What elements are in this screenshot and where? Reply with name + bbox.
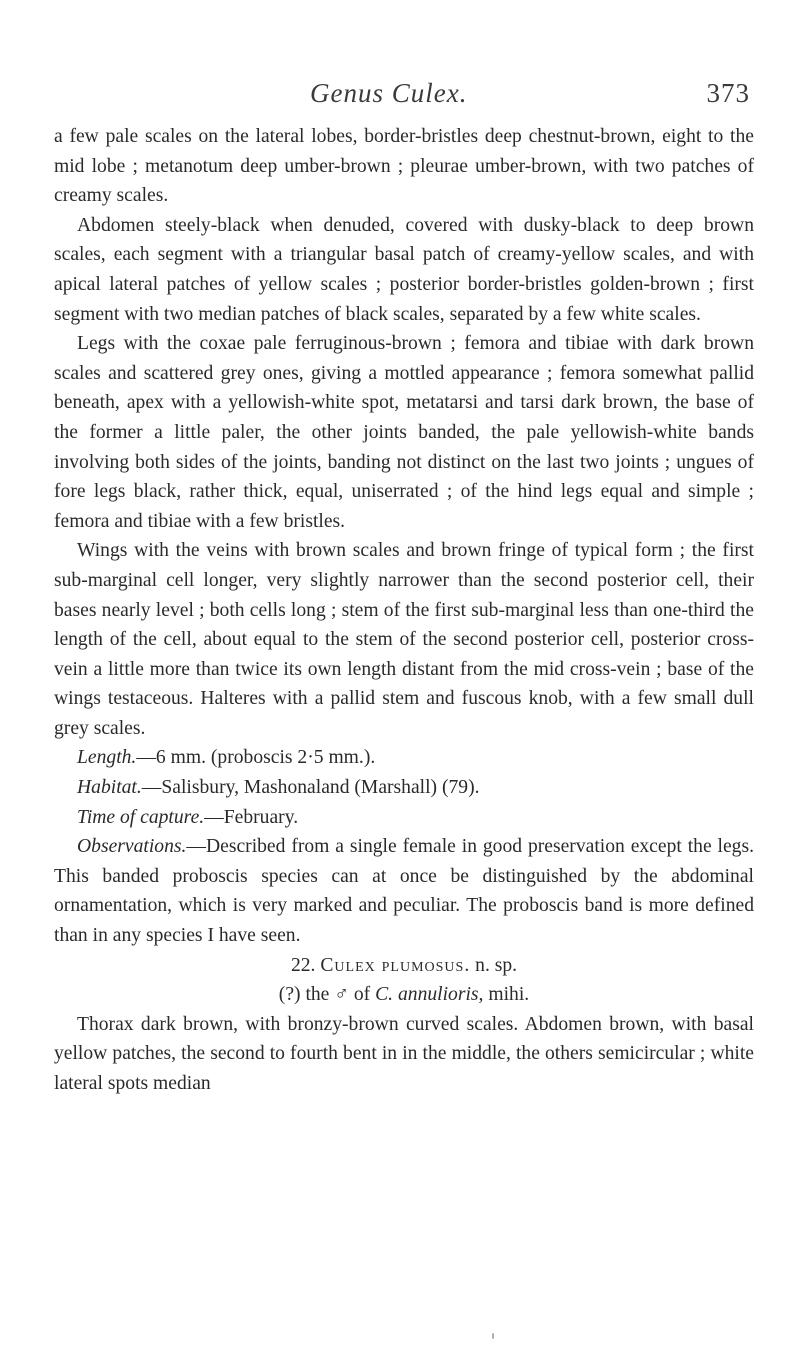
stray-ink-mark [492, 1333, 494, 1339]
observations-text: —Described from a single female in good preservation except the legs. This banded proboscis species can at once be distinguished by the abdominal ornamentation, which is very marked and peculiar. The proboscis band is more defined than in any species I have seen. [54, 836, 754, 947]
page-number: 373 [706, 78, 750, 108]
species-heading [54, 951, 754, 981]
habitat-label: Habitat. [77, 777, 142, 799]
observations-field [54, 832, 754, 950]
time-of-capture-label: Time of capture. [77, 806, 205, 828]
synonym-name: C. annulioris, [375, 984, 484, 1006]
species-status: n. sp. [475, 954, 518, 976]
observations-label: Observations. [77, 836, 187, 858]
time-of-capture-text: —February. [204, 806, 299, 828]
species-number: 22. [290, 954, 316, 976]
synonym-suffix: mihi. [488, 984, 530, 1006]
thorax-continuation-paragraph: a few pale scales on the lateral lobes, border-bristles deep chestnut-brown, eight to the mid lobe ; metanotum deep umber-brown ; pleurae umber-brown, with two patches of creamy scales. [54, 126, 754, 207]
habitat-text: —Salisbury, Mashonaland (Marshall) (79). [141, 777, 480, 799]
synonym-prefix: (?) the ♂ of [278, 984, 371, 1006]
wings-paragraph: Wings with the veins with brown scales and brown fringe of typical form ; the first sub-marginal cell longer, very slightly narrower than the second posterior cell, their bases nearly level ; both cells long ; stem of the first sub-marginal less than one-third the length of the cell, about equal to the stem of the second posterior cell, posterior cross-vein a little more than twice its own length distant from the mid cross-vein ; base of the wings testaceous. Halteres with a pallid stem and fuscous knob, with a few small dull grey scales. [54, 540, 754, 739]
species-synonym [54, 980, 754, 1010]
body-text [54, 122, 754, 1099]
species-name: Culex plumosus. [320, 954, 471, 976]
legs-paragraph: Legs with the coxae pale ferruginous-brown ; femora and tibiae with dark brown scales and scattered grey ones, giving a mottled appearance ; femora somewhat pallid beneath, apex with a yellowish-white spot, metatarsi and tarsi dark brown, the base of the former a little paler, the other joints banded, the pale yellowish-white bands involving both sides of the joints, banding not distinct on the last two joints ; ungues of fore legs black, rather thick, equal, uniserrated ; of the hind legs equal and simple ; femora and tibiae with a few bristles. [54, 333, 754, 532]
length-text: —6 mm. (proboscis 2·5 mm.). [136, 747, 376, 769]
length-field [54, 743, 754, 773]
abdomen-paragraph: Abdomen steely-black when denuded, covered with dusky-black to deep brown scales, each segment with a triangular basal patch of creamy-yellow scales, and with apical lateral patches of yellow scales ; posterior border-bristles golden-brown ; first segment with two median patches of black scales, separated by a few white scales. [54, 214, 754, 325]
habitat-field [54, 773, 754, 803]
running-head [0, 78, 800, 118]
time-of-capture-field [54, 803, 754, 833]
length-label: Length. [77, 747, 137, 769]
running-title: Genus Culex. [310, 78, 468, 108]
plumosus-description-paragraph: Thorax dark brown, with bronzy-brown curved scales. Abdomen brown, with basal yellow patches, the second to fourth bent in in the middle, the others semicircular ; white lateral spots median [54, 1013, 754, 1094]
